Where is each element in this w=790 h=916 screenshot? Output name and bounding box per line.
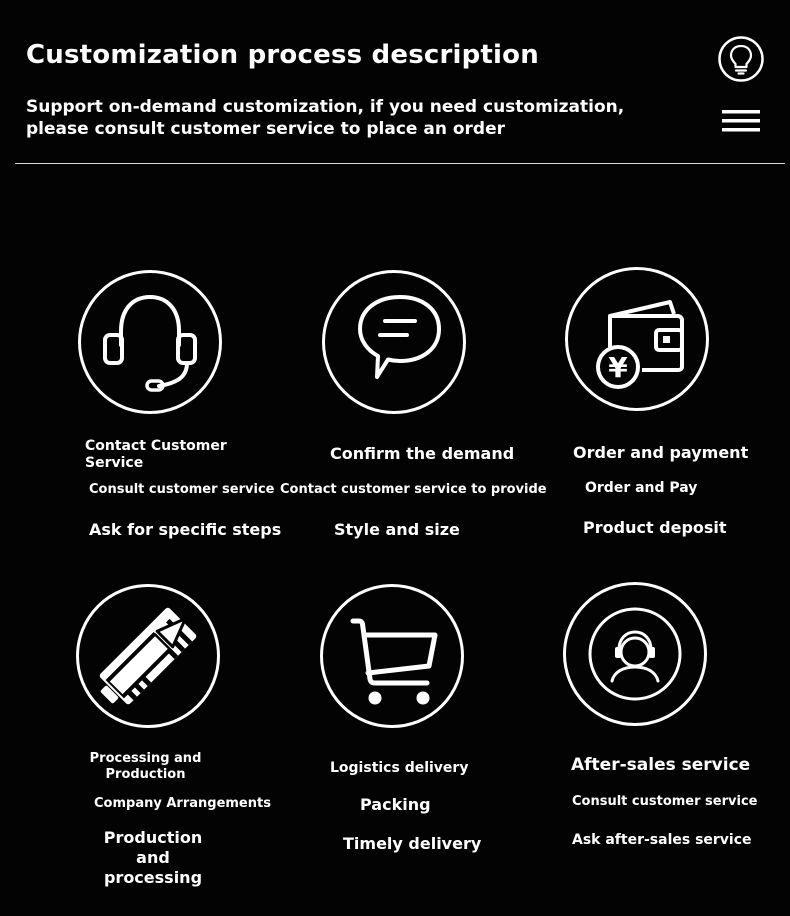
step-aftersales-circle [563, 582, 707, 726]
support-agent-icon [566, 585, 704, 723]
header-divider [15, 163, 785, 164]
chat-bubble-icon [325, 273, 463, 411]
step-line1: Contact customer service to provide [280, 482, 547, 497]
step-line1: Packing [360, 795, 431, 814]
step-production-circle [76, 584, 220, 728]
step-line1: Consult customer service [572, 794, 758, 809]
step-heading: Contact Customer Service [85, 438, 227, 471]
step-confirm-circle [322, 270, 466, 414]
page-title: Customization process description [26, 40, 539, 70]
step-heading: Processing and Production [89, 751, 202, 782]
step-contact-circle [78, 270, 222, 414]
currency-symbol: ¥ [608, 351, 628, 384]
step-line1: Company Arrangements [94, 796, 271, 811]
step-heading: Logistics delivery [330, 760, 469, 776]
step-line2: Production and processing [103, 828, 203, 887]
step-heading: Confirm the demand [330, 444, 515, 463]
headset-icon [81, 273, 219, 411]
step-line2: Timely delivery [343, 834, 482, 853]
wallet-yen-icon [568, 270, 706, 408]
shopping-cart-icon [323, 587, 461, 725]
step-logistics-circle [320, 584, 464, 728]
pencil-ruler-icon [79, 587, 217, 725]
step-line2: Style and size [334, 520, 460, 539]
step-heading: After-sales service [571, 755, 751, 775]
lightbulb-icon [718, 36, 764, 82]
step-line1: Order and Pay [585, 480, 698, 496]
step-line2: Ask for specific steps [89, 520, 282, 539]
step-line2: Product deposit [583, 518, 727, 537]
page-subtitle: Support on-demand customization, if you need customization, please consult customer service to place an order [26, 97, 625, 139]
step-heading: Order and payment [573, 443, 749, 462]
step-line1: Consult customer service [89, 482, 275, 497]
step-payment-circle [565, 267, 709, 411]
menu-icon[interactable] [722, 110, 760, 132]
step-line2: Ask after-sales service [572, 832, 752, 848]
